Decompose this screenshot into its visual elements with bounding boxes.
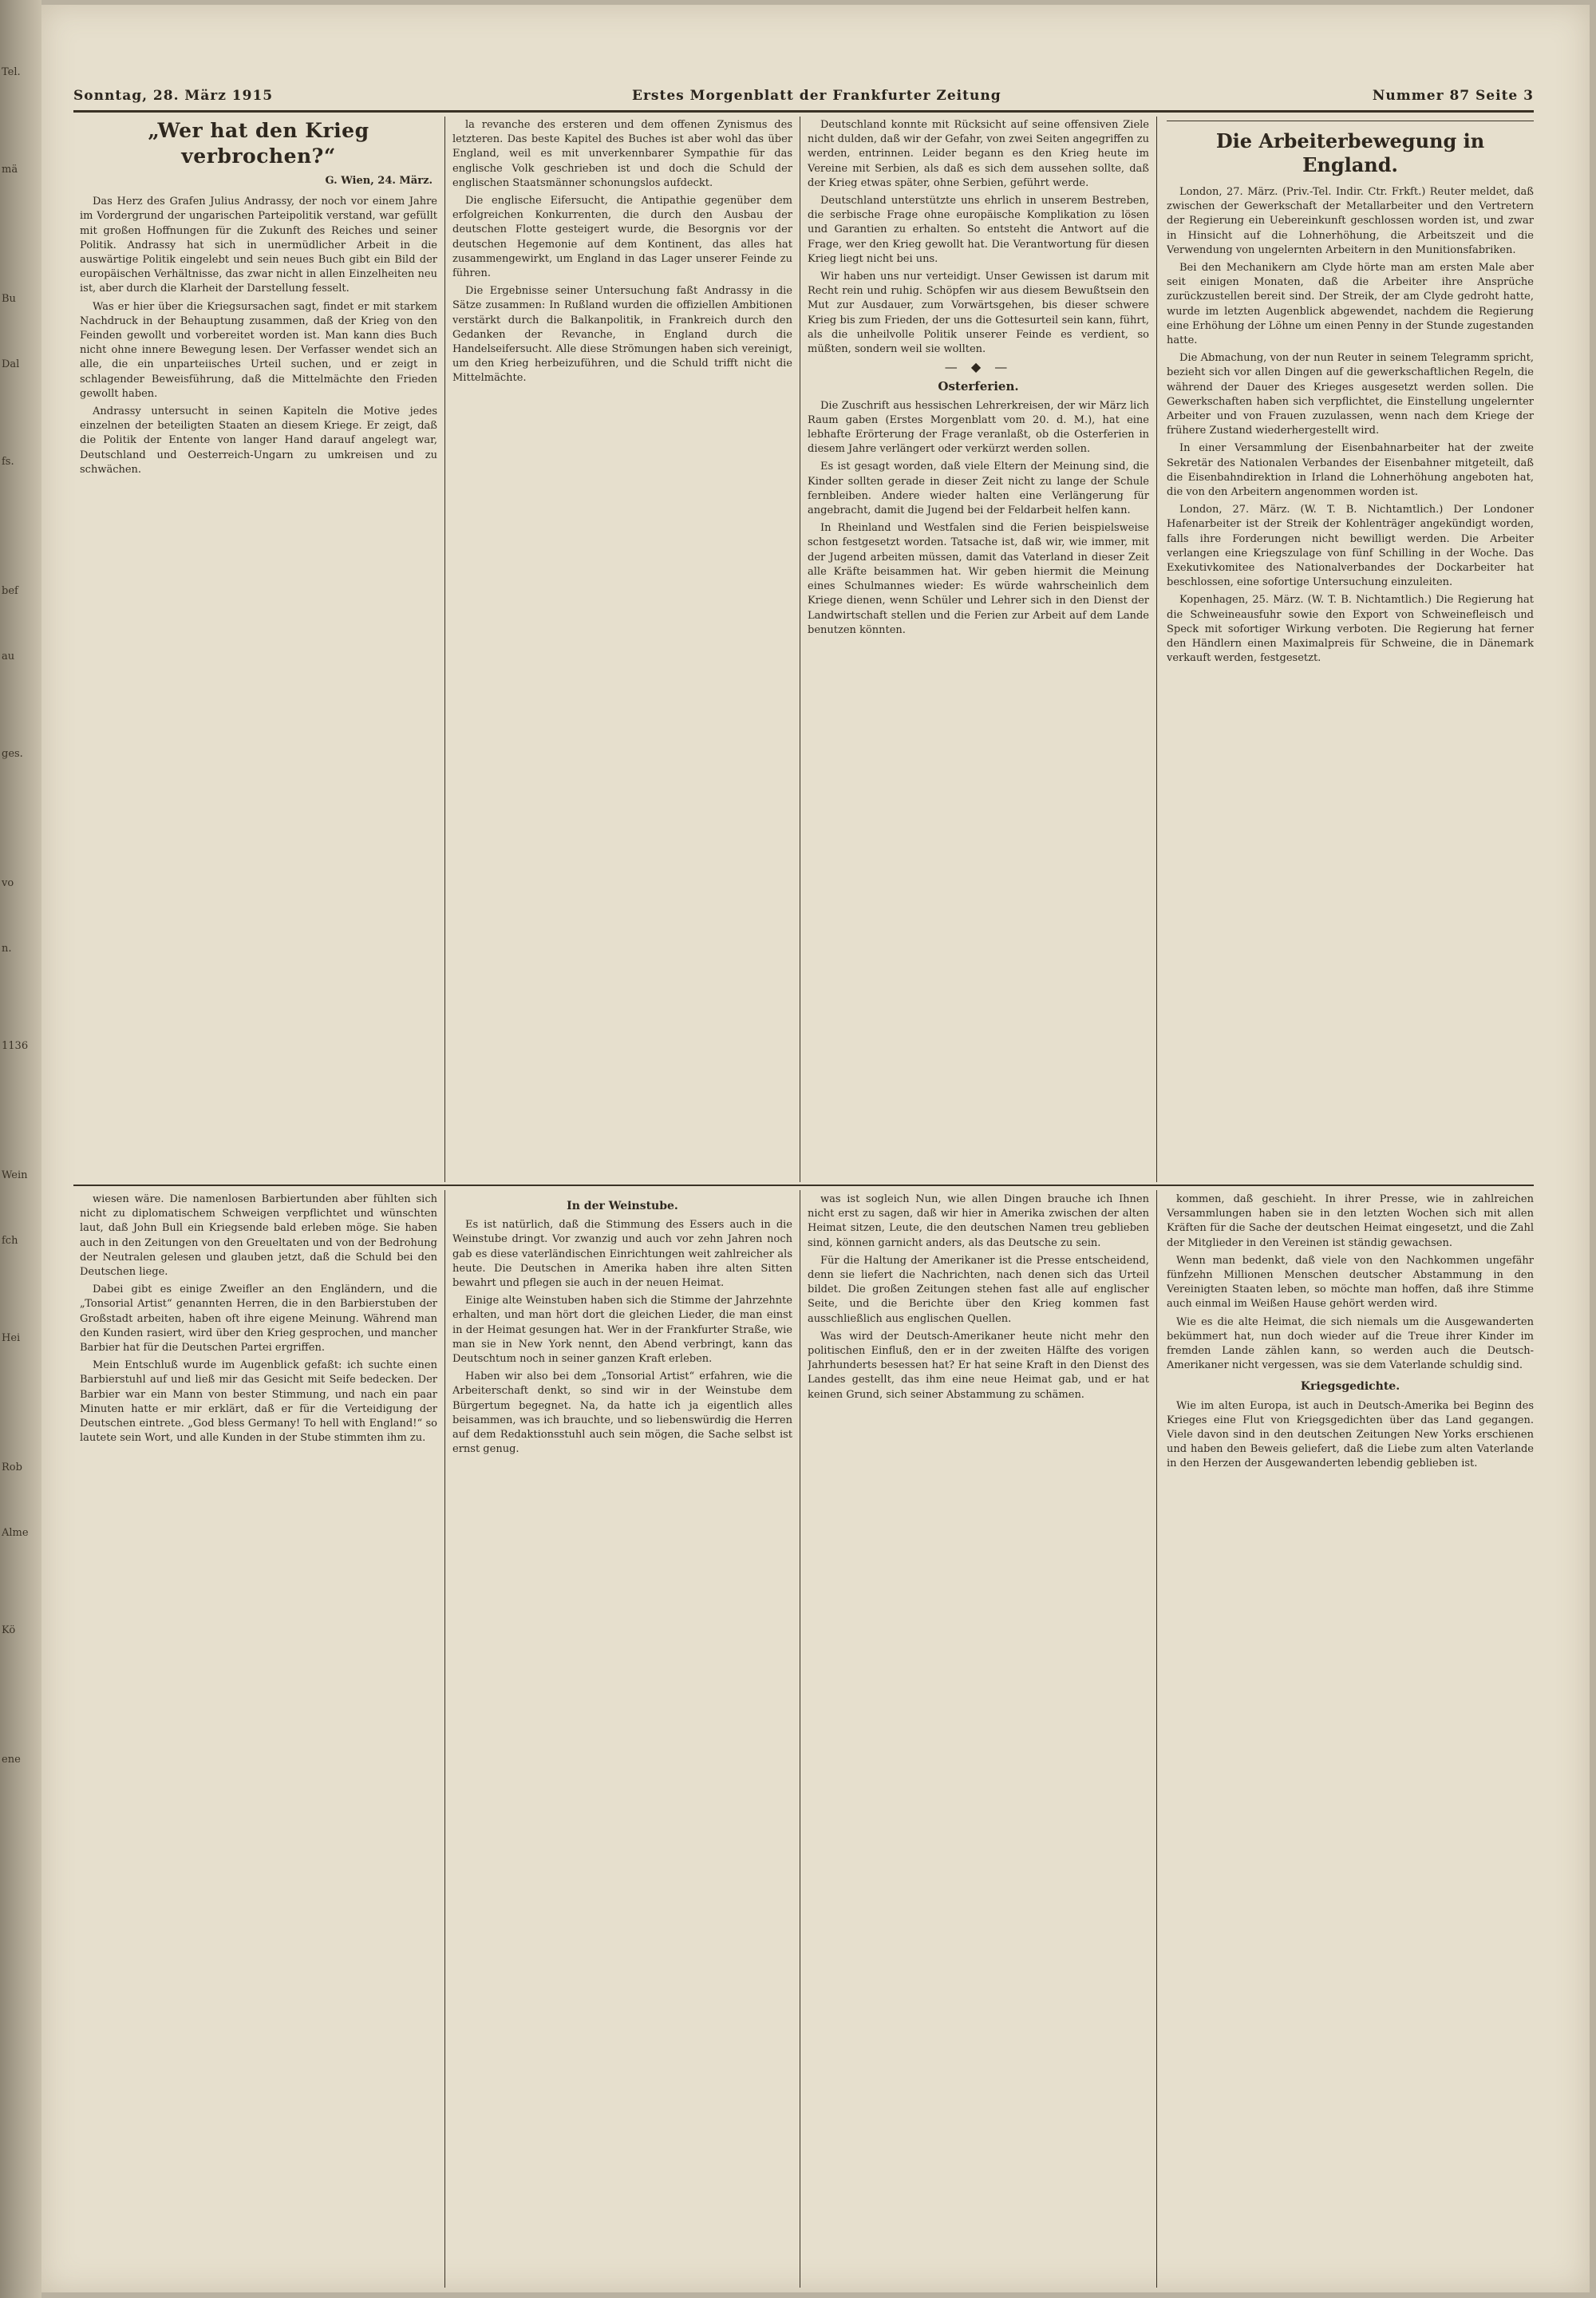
section-subhead-wine-tavern: In der Weinstube.: [567, 1200, 678, 1212]
masthead-title: Erstes Morgenblatt der Frankfurter Zeitung: [632, 88, 1001, 104]
edge-text-line: ene: [2, 1754, 21, 1766]
paragraph: Haben wir also bei dem „Tonsorial Artist“ erfahren, wie die Arbeiterschaft denkt, so sind wir in der Weinstube dem Bürgertum begegnet. Na, da hatte ich ja eigentlich alles beisammen, was ich brauchte, und so liebenswürdig die Herren auf dem Redaktionsstuhl auch sein mögen, die Sache selbst ist ernst genug.: [452, 1370, 792, 1456]
edge-text-line: fch: [2, 1235, 18, 1247]
paragraph: Was wird der Deutsch-Amerikaner heute nicht mehr den politischen Einfluß, den er in der zweiten Hälfte des vorigen Jahrhunderts besessen hat? Er hat seine Kraft in den Dienst des Landes gestellt, das ihm eine neue Heimat gab, und er hat keinen Grund, sich seiner Abstammung zu schämen.: [808, 1330, 1149, 1401]
paragraph: Deutschland konnte mit Rücksicht auf seine offensiven Ziele nicht dulden, daß wir der Gefahr, von zwei Seiten angegriffen zu werden, entrinnen. Leider begann es den Krieg heute im Vereine mit Serbien, als daß es sich dem aussehen sollte, daß der Krieg etwas später, ohne Serbien, geführt werde.: [808, 119, 1149, 189]
paragraph: Kopenhagen, 25. März. (W. T. B. Nichtamtlich.) Die Regierung hat die Schweineausfuhr sowie den Export von Schweinefleisch und Speck mit sofortiger Wirkung verboten. Die Regierung hat ferner den Händlern einen Maximalpreis für Schweine, die in Dänemark verkauft werden, festgesetzt.: [1167, 594, 1534, 665]
newspaper-page: [41, 5, 1590, 2292]
paragraph: In Rheinland und Westfalen sind die Ferien beispielsweise schon festgesetzt worden. Tatsache ist, daß wir, wie immer, mit der Jugend arbeiten müssen, damit das Vaterland in dieser Zeit alle Kräfte beisammen hat. Wir geben hiermit die Meinung eines Schulmannes wieder: Es würde wahrscheinlich dem Kriege dienen, wenn Schüler und Lehrer sich in den Dienst der Landwirtschaft stellen und die Ferien zur Arbeit auf dem Lande benutzen könnten.: [808, 522, 1149, 636]
paragraph: London, 27. März. (W. T. B. Nichtamtlich.) Der Londoner Hafenarbeiter ist der Streik der Kohlenträger angekündigt worden, falls ihre Forderungen nicht bewilligt werden. Die Arbeiter verlangen eine Kriegszulage von fünf Schilling in der Woche. Das Exekutivkomitee des Nationalverbandes der Dockarbeiter hat beschlossen, eine sofortige Untersuchung einzuleiten.: [1167, 504, 1534, 589]
masthead-rule: [73, 110, 1534, 113]
article-dateline: G. Wien, 24. März.: [325, 175, 433, 187]
paragraph: Die englische Eifersucht, die Antipathie gegenüber dem erfolgreichen Konkurrenten, die durch den Ausbau der deutschen Flotte gesteigert wurde, die Besorgnis vor der deutschen Hegemonie auf dem Kontinent, das alles hat zusammengewirkt, um England in das Lager unserer Feinde zu führen.: [452, 195, 792, 280]
paragraph: Andrassy untersucht in seinen Kapiteln die Motive jedes einzelnen der beteiligten Staaten an diesem Kriege. Er zeigt, daß die Politik der Entente von langer Hand darauf angelegt war, Deutschland und Oesterreich-Ungarn zu umkreisen und zu schwächen.: [80, 405, 437, 476]
section-subhead-war-poems: Kriegsgedichte.: [1300, 1380, 1400, 1394]
edge-text-line: 1136: [2, 1040, 29, 1052]
paragraph: Dabei gibt es einige Zweifler an den Engländern, und die „Tonsorial Artist“ genannten Herren, die in den Barbierstuben der Großstadt arbeiten, haben oft ihre eigene Meinung. Während man den Kunden rasiert, wird über den Krieg gesprochen, und mancher Barbier hat für die Deutschen Partei ergriffen.: [80, 1283, 437, 1355]
edge-text-line: fs.: [2, 456, 14, 468]
article-war-guilt-conclusion: [808, 118, 1149, 1180]
edge-text-line: vo: [2, 877, 14, 889]
section-subhead-easter-holidays: Osterferien.: [938, 379, 1019, 394]
edge-text-line: ges.: [2, 748, 23, 760]
paragraph: London, 27. März. (Priv.-Tel. Indir. Ctr. Frkft.) Reuter meldet, daß zwischen der Gewerkschaft der Metallarbeiter und den Vertretern der Regierung ein Uebereinkunft geschlossen worden ist, und zwar in Hinsicht auf die Lohnerhöhung, die Arbeitszeit und die Verwendung von ungelernten Arbeitern in den Munitionsfabriken.: [1167, 186, 1534, 256]
paragraph: Wie es die alte Heimat, die sich niemals um die Ausgewanderten bekümmert hat, nun doch wieder auf die Treue ihrer Kinder im fremden Lande zählen kann, so werden auch die Deutsch-Amerikaner nicht vergessen, was sie dem Vaterlande schuldig sind.: [1167, 1315, 1534, 1372]
column-rule: [1156, 1190, 1157, 2288]
masthead-date: Sonntag, 28. März 1915: [73, 88, 274, 104]
paragraph: Einige alte Weinstuben haben sich die Stimme der Jahrzehnte erhalten, und man hört dort die gleichen Lieder, die man einst in der Heimat gesungen hat. Wer in der Frankfurter Straße, wie man sie in New York nennt, den Abend verbringt, kann das Deutschtum noch in seiner ganzen Kraft erleben.: [452, 1295, 792, 1366]
paragraph: Was er hier über die Kriegsursachen sagt, findet er mit starkem Nachdruck in der Behauptung zusammen, daß der Krieg von den Feinden gewollt und vorbereitet worden ist. Man kann dies Buch nicht ohne innere Bewegung lesen. Der Verfasser wendet sich an alle, die ein unparteiisches Urteil suchen, und er zeigt in schlagender Beweisführung, daß die Mittelmächte den Frieden gewollt haben.: [80, 300, 437, 400]
edge-text-line: Rob: [2, 1461, 22, 1473]
paragraph: la revanche des ersteren und dem offenen Zynismus des letzteren. Das beste Kapitel des Buches ist aber wohl das über England, weil es mit unverkennbarer Sympathie für das englische Volk geschrieben ist und doch die Schuld der englischen Staatsmänner schonungslos aufdeckt.: [452, 119, 792, 189]
feuilleton-column-4: [1167, 1193, 1534, 2286]
paragraph: Es ist natürlich, daß die Stimmung des Essers auch in die Weinstube dringt. Vor zwanzig und auch vor zehn Jahren noch gab es diese vaterländischen Einrichtungen weit zahlreicher als heute. Die Deutschen in Amerika haben ihre alten Sitten bewahrt und pflegen sie auch in der neuen Heimat.: [452, 1219, 792, 1290]
paragraph: Die Ergebnisse seiner Untersuchung faßt Andrassy in die Sätze zusammen: In Rußland wurden die offiziellen Ambitionen verstärkt durch die Balkanpolitik, in Frankreich durch den Gedanken der Revanche, in England durch die Handelseifersucht. Alle diese Strömungen haben sich vereinigt, um den Krieg herbeizuführen, und die Schuld trifft nicht die Mittelmächte.: [452, 285, 792, 385]
paragraph: Wie im alten Europa, ist auch in Deutsch-Amerika bei Beginn des Krieges eine Flut von Kriegsgedichten über das Land gegangen. Viele davon sind in den deutschen Zeitungen New Yorks erschienen und haben den Beweis geliefert, daß die Liebe zum alten Vaterlande in den Herzen der Ausgewanderten lebendig geblieben ist.: [1167, 1399, 1534, 1470]
paragraph: Die Abmachung, von der nun Reuter in seinem Telegramm spricht, bezieht sich vor allen Dingen auf die gewerkschaftlichen Regeln, die während der Dauer des Krieges ausgesetzt werden sollen. Die Gewerkschaften haben sich verpflichtet, die Einstellung ungelernter Arbeiter und von Frauen zuzulassen, wenn nach dem Kriege der frühere Zustand wiederhergestellt wird.: [1167, 352, 1534, 437]
feuilleton-column-2: [452, 1193, 792, 2286]
edge-text-line: mä: [2, 164, 18, 176]
article-headline: Die Arbeiterbewegung in England.: [1215, 129, 1485, 176]
column-rule: [1156, 117, 1157, 1182]
column-rule: [444, 117, 445, 1182]
edge-text-line: Tel.: [2, 66, 21, 78]
edge-text-line: Kö: [2, 1624, 16, 1636]
paragraph: Wir haben uns nur verteidigt. Unser Gewissen ist darum mit Recht rein und ruhig. Schöpfen wir aus diesem Bewußtsein den Mut zur Ausdauer, zum Vorwärtsgehen, bis dieser schwere Krieg bis zum Frieden, der uns die Gottesurteil sein kann, führt, als die unheilvolle Politik unserer Feinde es verdient, so müßten, sondern weil sie wollten.: [808, 271, 1149, 356]
paragraph: kommen, daß geschieht. In ihrer Presse, wie in zahlreichen Versammlungen haben sie in den letzten Wochen sich mit allen Kräften für die Sache der deutschen Heimat eingesetzt, und die Zahl der Mitglieder in den Vereinen ist ständig gewachsen.: [1167, 1193, 1534, 1249]
paragraph: Das Herz des Grafen Julius Andrassy, der noch vor einem Jahre im Vordergrund der ungarischen Parteipolitik verstand, war gefüllt mit großen Hoffnungen für die Zukunft des Reiches und seiner Politik. Andrassy hat sich in unermüdlicher Arbeit in die auswärtige Politik eingelebt und sein neues Buch gibt ein Bild der europäischen Verhältnisse, das zwar nicht in allen Einzelheiten neu ist, aber durch die Klarheit der Darstellung fesselt.: [80, 196, 437, 295]
article-headline: „Wer hat den Krieg verbrochen?“: [148, 119, 369, 168]
masthead: [73, 83, 1534, 110]
adjacent-page-fragment: [2, 64, 40, 1769]
section-divider: — ◆ —: [944, 359, 1013, 375]
paragraph: Für die Haltung der Amerikaner ist die Presse entscheidend, denn sie liefert die Nachrichten, nach denen sich das Urteil bildet. Die großen Zeitungen stehen fast alle auf englischer Seite, und die Berichte über den Krieg kommen fast ausschließlich aus englischen Quellen.: [808, 1254, 1149, 1325]
paragraph: Mein Entschluß wurde im Augenblick gefaßt: ich suchte einen Barbierstuhl auf und ließ mir das Gesicht mit Seife bedecken. Der Barbier war ein Mann von bester Stimmung, und nach ein paar Minuten hatte er mir erklärt, daß er für die Verteidigung der Deutschen eintrete. „God bless Germany! To hell with England!“ so lautete sein Wort, und alle Kunden in der Stube stimmten ihm zu.: [80, 1359, 437, 1445]
paragraph: was ist sogleich Nun, wie allen Dingen brauche ich Ihnen nicht erst zu sagen, daß wir hier in Amerika zwischen der alten Heimat sitzen, Leute, die den deutschen Namen treu geblieben sind, können garnicht anders, als das Deutsche zu sein.: [808, 1193, 1149, 1249]
paragraph: Deutschland unterstützte uns ehrlich in unserem Bestreben, die serbische Frage ohne europäische Komplikation zu lösen und Garantien zu erhalten. So entsteht die Antwort auf die Frage, wer den Krieg gewollt hat. Die Verantwortung für diesen Krieg liegt nicht bei uns.: [808, 195, 1149, 265]
paragraph: Die Zuschrift aus hessischen Lehrerkreisen, der wir März lich Raum gaben (Erstes Morgenblatt vom 20. d. M.), hat eine lebhafte Erörterung der Frage veranlaßt, ob die Osterferien in diesem Jahre verlängert oder verkürzt werden sollen.: [808, 399, 1149, 456]
edge-text-line: au: [2, 651, 15, 663]
article-war-guilt: [80, 118, 437, 1180]
article-labour-movement-england: [1167, 126, 1534, 1180]
edge-text-line: Dal: [2, 358, 20, 370]
paragraph: Bei den Mechanikern am Clyde hörte man am ersten Male aber seit einigen Monaten, daß die Arbeiter ihre Ansprüche zurückzustellen bereit sind. Der Streik, der am Clyde gedroht hatte, wurde im letzten Augenblick abgewendet, nachdem die Regierung eine Erhöhung der Löhne um einen Penny in der Stunde zugestanden hatte.: [1167, 262, 1534, 347]
edge-text-line: Wein: [2, 1169, 28, 1181]
edge-text-line: Alme: [2, 1527, 29, 1539]
edge-text-line: bef: [2, 585, 18, 597]
edge-text-line: Bu: [2, 293, 16, 305]
edge-text-line: n.: [2, 943, 12, 955]
article-war-guilt-continued: [452, 118, 792, 1180]
paragraph: Es ist gesagt worden, daß viele Eltern der Meinung sind, die Kinder sollten gerade in dieser Zeit nicht zu lange der Schule fernbleiben. Andere wieder halten eine Verlängerung für angebracht, damit die Jugend bei der Feldarbeit helfen kann.: [808, 461, 1149, 517]
feuilleton-column-1: [80, 1193, 437, 2286]
paragraph: Wenn man bedenkt, daß viele von den Nachkommen ungefähr fünfzehn Millionen Menschen deutscher Abstammung in den Vereinigten Staaten leben, so möchte man hoffen, daß ihre Stimme auch einmal im Weißen Hause gehört werden wird.: [1167, 1254, 1534, 1311]
paragraph: In einer Versammlung der Eisenbahnarbeiter hat der zweite Sekretär des Nationalen Verbandes der Eisenbahner mitgeteilt, daß die Eisenbahndirektion in Irland die Lohnerhöhung angeboten hat, die von den Arbeitern angenommen worden ist.: [1167, 442, 1534, 499]
section-rule: [73, 1185, 1534, 1186]
paragraph: wiesen wäre. Die namenlosen Barbiertunden aber fühlten sich nicht zu diplomatischem Schweigen verpflichtet und wünschten laut, daß John Bull ein Kriegsende bald erleben möge. Sie haben auch in den Zeitungen von den Greueltaten und von der Bedrohung der Neutralen gelesen und glauben jetzt, daß die Schuld bei den Deutschen liege.: [80, 1193, 437, 1279]
feuilleton-column-3: [808, 1193, 1149, 2286]
edge-text-line: Hei: [2, 1332, 21, 1344]
masthead-page-number: Nummer 87 Seite 3: [1372, 88, 1534, 104]
column-rule: [444, 1190, 445, 2288]
